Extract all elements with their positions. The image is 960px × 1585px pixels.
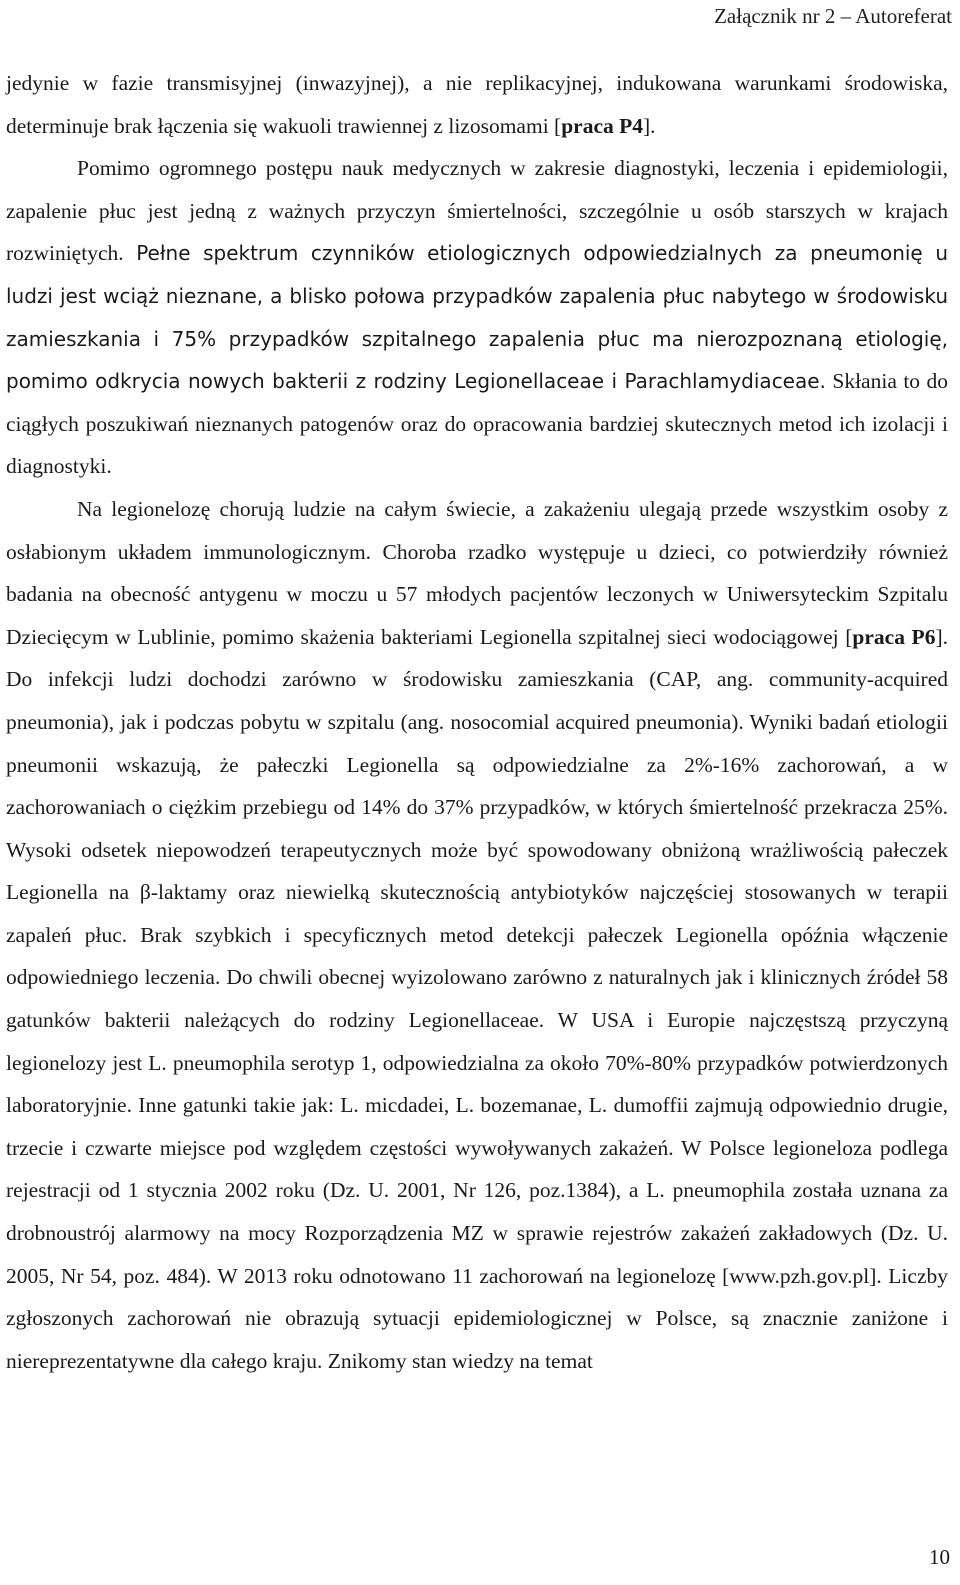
page-number: 10 bbox=[929, 1545, 950, 1569]
page-header: Załącznik nr 2 – Autoreferat bbox=[714, 4, 952, 28]
paragraph-text: Skłania to do ciągłych poszukiwań nieznanych patogenów oraz do opracowania bardziej skutecznych metod ich izolacji i diagnostyki. bbox=[6, 369, 948, 479]
paragraph-text: Na legionelozę chorują ludzie na całym świecie, a zakażeniu ulegają przede wszystkim osoby z osłabionym układem immunologicznym. Choroba rzadko występuje u dzieci, co potwierdziły również badania na obecność antygenu w moczu u 57 młodych pacjentów leczonych w Uniwersyteckim Szpitalu Dziecięcym w Lublinie, pomimo skażenia bakteriami Legionella szpitalnej sieci wodociągowej [ bbox=[6, 496, 948, 649]
paragraph-text: ]. bbox=[643, 113, 656, 138]
citation: praca P4 bbox=[561, 113, 644, 138]
paragraph-1 bbox=[6, 62, 948, 147]
document-body bbox=[6, 62, 948, 1382]
paragraph-text: Pełne spektrum czynników etiologicznych odpowiedzialnych za pneumonię u ludzi jest wciąż nieznane, a blisko połowa przypadków zapalenia płuc nabytego w środowisku zamieszkania i 75% przypadków szpitalnego zapalenia płuc ma nierozpoznaną etiologię, pomimo odkrycia nowych bakterii z rodziny Legionellaceae i bbox=[6, 241, 948, 394]
paragraph-3 bbox=[6, 488, 948, 1382]
paragraph-2 bbox=[6, 147, 948, 488]
citation: praca P6 bbox=[852, 624, 936, 649]
paragraph-text: jedynie w fazie transmisyjnej (inwazyjnej), a nie replikacyjnej, indukowana warunkami środowiska, determinuje brak łączenia się wakuoli trawiennej z lizosomami [ bbox=[6, 71, 948, 138]
paragraph-text: ]. Do infekcji ludzi dochodzi zarówno w środowisku zamieszkania (CAP, ang. community-acquired pneumonia), jak i podczas pobytu w szpitalu (ang. nosocomial acquired pneumonia). Wyniki badań etiologii pneumonii wskazują, że pałeczki Legionella są odpowiedzialne za 2%-16% zachorowań, a w zachorowaniach o ciężkim przebiegu od 14% do 37% przypadków, w których śmiertelność przekracza 25%. Wysoki odsetek niepowodzeń terapeutycznych może być spowodowany obniżoną wrażliwością pałeczek Legionella na β-laktamy oraz niewielką skutecznością antybiotyków najczęściej stosowanych w terapii zapaleń płuc. Brak szybkich i specyficznych metod detekcji pałeczek Legionella opóźnia włączenie odpowiedniego leczenia. Do chwili obecnej wyizolowano zarówno z naturalnych jak i klinicznych źródeł 58 gatunków bakterii należących do rodziny Legionellaceae. W USA i Europie najczęstszą przyczyną legionelozy jest L. pneumophila serotyp 1, odpowiedzialna za około 70%-80% przypadków potwierdzonych laboratoryjnie. Inne gatunki takie jak: L. micdadei, L. bozemanae, L. dumoffii zajmują odpowiednio drugie, trzecie i czwarte miejsce pod względem częstości wywoływanych zakażeń. W Polsce legioneloza podlega rejestracji od 1 stycznia 2002 roku (Dz. U. 2001, Nr 126, poz.1384), a L. pneumophila została uznana za drobnoustrój alarmowy na mocy Rozporządzenia MZ w sprawie rejestrów zakażeń zakładowych (Dz. U. 2005, Nr 54, poz. 484). W 2013 roku odnotowano 11 zachorowań na legionelozę [www.pzh.gov.pl]. Liczby zgłoszonych zachorowań nie obrazują sytuacji epidemiologicznej w Polsce, są znacznie zaniżone i niereprezentatywne dla całego kraju. Znikomy stan wiedzy na temat bbox=[6, 624, 948, 1373]
paragraph-text: Parachlamydiaceae. bbox=[617, 369, 826, 394]
paragraph-text: Pomimo ogromnego postępu nauk medycznych w zakresie diagnostyki, leczenia i epidemiologii, zapalenie płuc jest jedną z ważnych przyczyn śmiertelności, szczególnie u osób starszych w krajach rozwiniętych. bbox=[6, 156, 948, 266]
